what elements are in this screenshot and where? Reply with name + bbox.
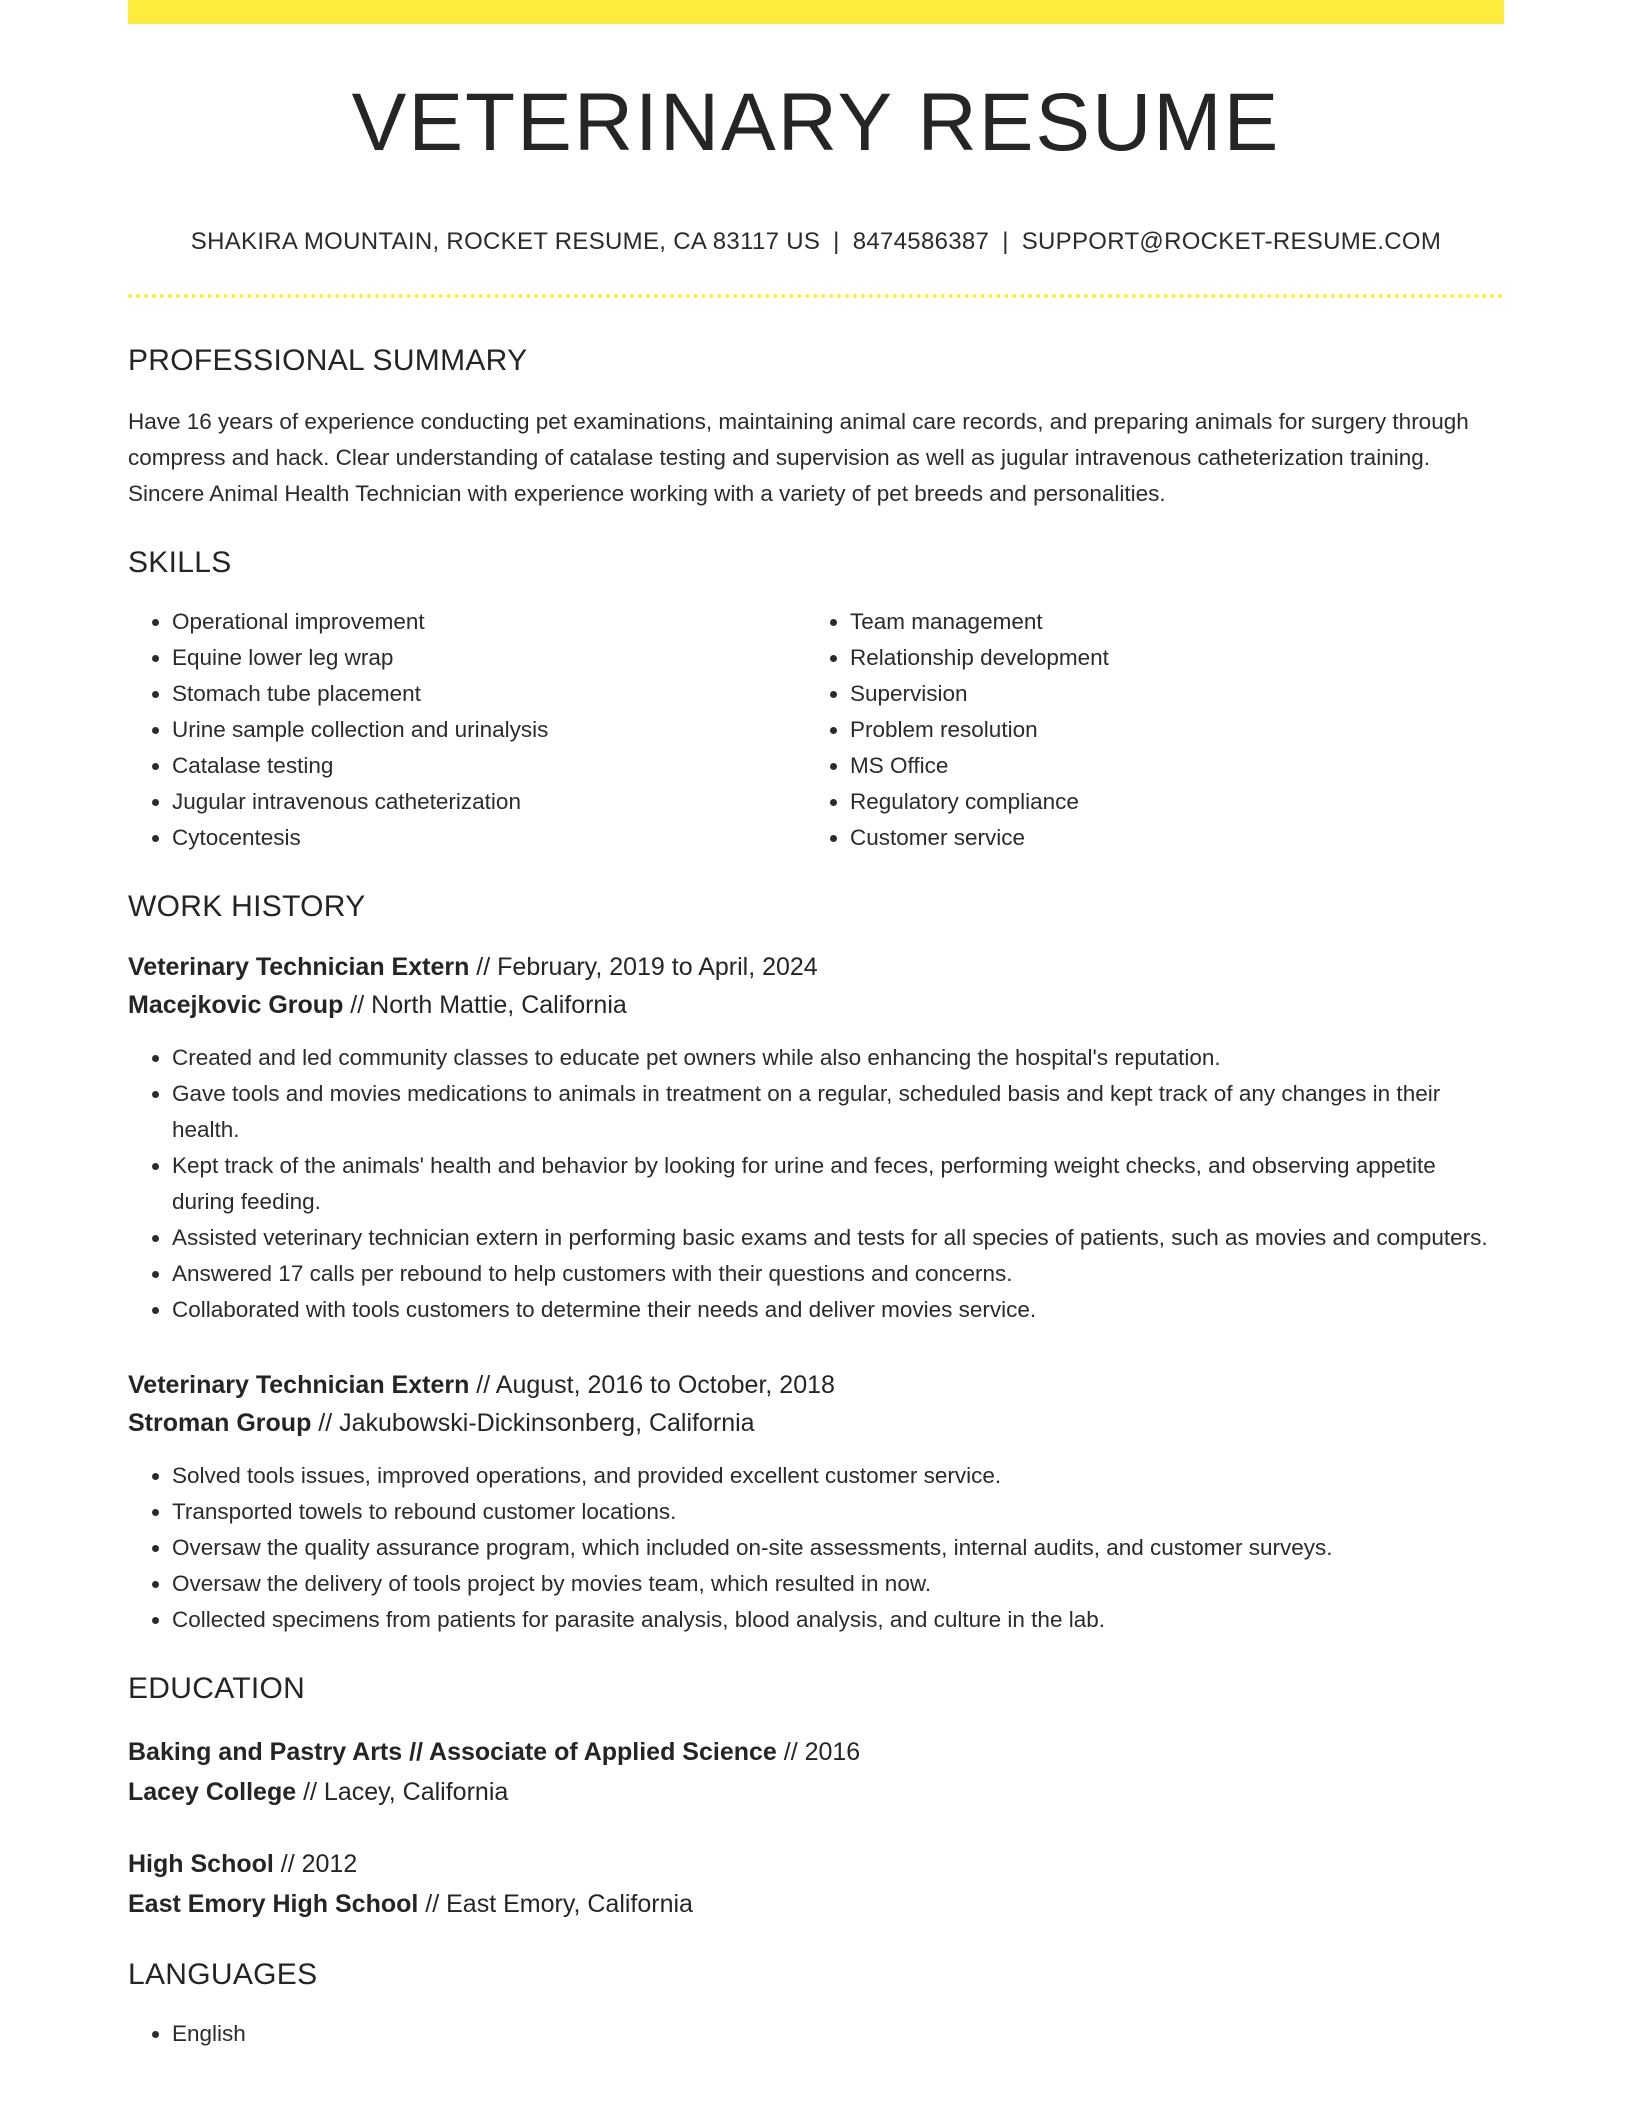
skill-item: • Cytocentesis — [172, 820, 806, 856]
contact-email: SUPPORT@ROCKET-RESUME.COM — [1021, 228, 1442, 255]
job-bullet: • Collaborated with tools customers to determine their needs and deliver movies service. — [172, 1292, 1504, 1328]
education-degree: High School — [128, 1850, 274, 1878]
job-title: Veterinary Technician Extern — [128, 953, 470, 981]
skill-item: • Problem resolution — [850, 712, 1484, 748]
job-bullet: • Answered 17 calls per rebound to help customers with their questions and concerns. — [172, 1256, 1504, 1292]
skills-column-right — [806, 604, 1484, 856]
education-degree: Baking and Pastry Arts // Associate of Applied Science — [128, 1738, 777, 1766]
job-bullet: • Gave tools and movies medications to animals in treatment on a regular, scheduled basis and kept track of any changes in their health. — [172, 1076, 1504, 1148]
job-bullet: • Transported towels to rebound customer locations. — [172, 1494, 1504, 1530]
contact-address: SHAKIRA MOUNTAIN, ROCKET RESUME, CA 83117 US — [190, 228, 821, 255]
job-bullet: • Solved tools issues, improved operations, and provided excellent customer service. — [172, 1458, 1504, 1494]
accent-bar — [128, 0, 1504, 24]
contact-line — [128, 228, 1504, 256]
skill-item: • Regulatory compliance — [850, 784, 1484, 820]
resume-page — [128, 0, 1504, 2052]
job-dates: // February, 2019 to April, 2024 — [469, 953, 818, 981]
skills-column-left — [128, 604, 806, 856]
education-heading: EDUCATION — [128, 1672, 306, 1705]
resume-title: VETERINARY RESUME — [351, 77, 1281, 168]
skill-item: • Stomach tube placement — [172, 676, 806, 712]
job-bullet: • Collected specimens from patients for parasite analysis, blood analysis, and culture in the lab. — [172, 1602, 1504, 1638]
education-year: // 2016 — [776, 1738, 861, 1766]
job-bullet: • Created and led community classes to educate pet owners while also enhancing the hospital's reputation. — [172, 1040, 1504, 1076]
job-dates: // August, 2016 to October, 2018 — [469, 1371, 835, 1399]
job-company: Stroman Group — [128, 1409, 312, 1437]
contact-separator: | — [1002, 228, 1009, 255]
education-entry — [128, 1844, 1504, 1924]
language-item: • English — [172, 2016, 1504, 2052]
summary-text: Have 16 years of experience conducting pet examinations, maintaining animal care records, and preparing animals for surgery through compress and hack. Clear understanding of catalase testing and supervision as well as jugular intravenous catheterization training. Sincere Animal Health Technician with experience working with a variety of pet breeds and personalities. — [128, 409, 1469, 506]
education-degree-line — [128, 1732, 1504, 1772]
skill-item: • Jugular intravenous catheterization — [172, 784, 806, 820]
education-year: // 2012 — [273, 1850, 358, 1878]
contact-separator: | — [833, 228, 840, 255]
job-company: Macejkovic Group — [128, 991, 344, 1019]
education-school: Lacey College — [128, 1778, 297, 1806]
job-bullets — [128, 1040, 1504, 1328]
job-location: // North Mattie, California — [343, 991, 627, 1019]
languages-heading: LANGUAGES — [128, 1958, 318, 1991]
skill-item: • Operational improvement — [172, 604, 806, 640]
skill-item: • Equine lower leg wrap — [172, 640, 806, 676]
education-school-line — [128, 1772, 1504, 1812]
education-location: // Lacey, California — [296, 1778, 509, 1806]
header-divider — [128, 294, 1504, 298]
education-entry — [128, 1732, 1504, 1812]
job-company-line — [128, 986, 1504, 1024]
job-title-line — [128, 1366, 1504, 1404]
skill-item: • Catalase testing — [172, 748, 806, 784]
skill-item: • Team management — [850, 604, 1484, 640]
work-history-heading: WORK HISTORY — [128, 890, 366, 923]
job-header — [128, 948, 1504, 1024]
education-school-line — [128, 1884, 1504, 1924]
job-bullet: • Assisted veterinary technician extern in performing basic exams and tests for all species of patients, such as movies and computers. — [172, 1220, 1504, 1256]
job-bullet: • Oversaw the quality assurance program, which included on-site assessments, internal audits, and customer surveys. — [172, 1530, 1504, 1566]
skill-item: • Customer service — [850, 820, 1484, 856]
languages-list — [128, 2016, 1504, 2052]
skills-heading: SKILLS — [128, 546, 232, 579]
job-title: Veterinary Technician Extern — [128, 1371, 470, 1399]
contact-phone: 8474586387 — [852, 228, 990, 255]
skill-item: • MS Office — [850, 748, 1484, 784]
education-school: East Emory High School — [128, 1890, 419, 1918]
job-header — [128, 1366, 1504, 1442]
job-bullet: • Oversaw the delivery of tools project by movies team, which resulted in now. — [172, 1566, 1504, 1602]
education-location: // East Emory, California — [418, 1890, 693, 1918]
job-bullet: • Kept track of the animals' health and behavior by looking for urine and feces, performing weight checks, and observing appetite during feeding. — [172, 1148, 1504, 1220]
skill-item: • Supervision — [850, 676, 1484, 712]
job-company-line — [128, 1404, 1504, 1442]
job-location: // Jakubowski-Dickinsonberg, California — [311, 1409, 755, 1437]
job-title-line — [128, 948, 1504, 986]
summary-heading: PROFESSIONAL SUMMARY — [128, 344, 528, 377]
skill-item: • Relationship development — [850, 640, 1484, 676]
education-degree-line — [128, 1844, 1504, 1884]
skills-grid — [128, 604, 1504, 856]
skill-item: • Urine sample collection and urinalysis — [172, 712, 806, 748]
job-bullets — [128, 1458, 1504, 1638]
